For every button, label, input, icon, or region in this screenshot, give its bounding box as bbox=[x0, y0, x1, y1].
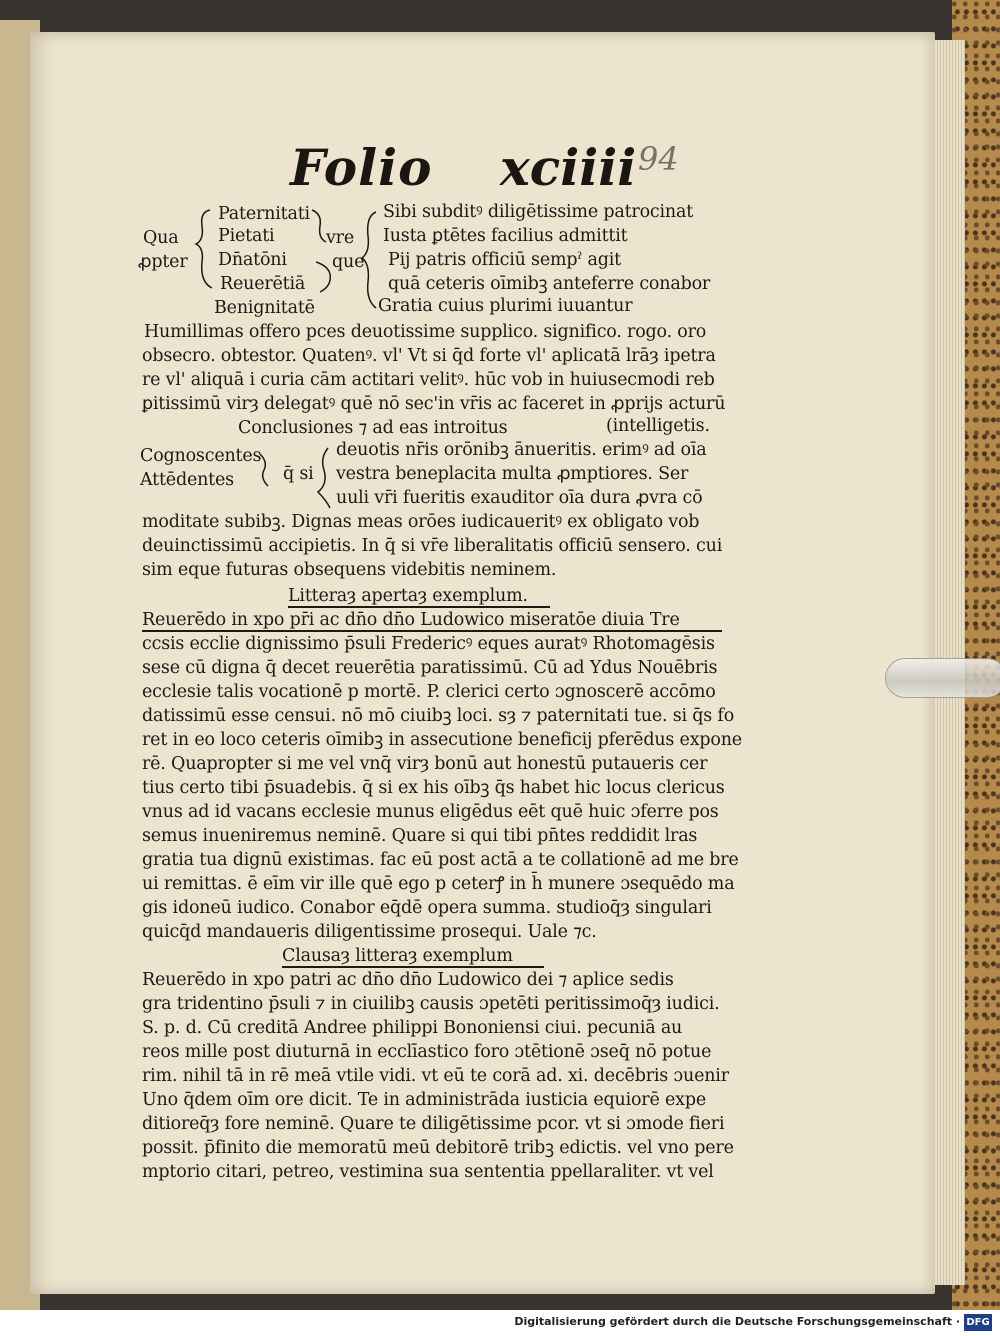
footer-bar bbox=[0, 1310, 1000, 1336]
heading-litterarum-apertarum: Litteraȝ apertaȝ exemplum. bbox=[288, 586, 528, 606]
intelligetis-word: (intelligetis. bbox=[606, 416, 710, 436]
letter1-underline bbox=[142, 630, 722, 632]
line-2-col1: Pietati bbox=[218, 226, 275, 246]
footer-credit: Digitalisierung gefördert durch die Deutsche Forschungsgemeinschaft · bbox=[514, 1315, 960, 1328]
letter1-line-2: ccsis ecclie dignissimo p̄suli Fredericꝰ eques auratꝰ Rhotomagēsis bbox=[142, 634, 715, 654]
cognoscentes-word: Cognoscentes bbox=[140, 446, 262, 466]
line-7-col2: vestra beneplacita multa ꝓmptiores. Ser bbox=[336, 464, 689, 484]
line-5-col1: Benignitatē bbox=[214, 298, 315, 318]
vre-brace bbox=[312, 210, 326, 242]
letter1-line-4: ecclesie talis vocationē p mortē. P. clerici certo ɔgnoscerē accōmo bbox=[142, 682, 716, 702]
para2-line-3: sim eque futuras obsequens videbitis neminem. bbox=[142, 560, 557, 580]
letter1-line-5: datissimū esse censui. nō mō ciuibꝫ loci. sȝ ⁊ paternitati tue. si q̄s fo bbox=[142, 706, 735, 726]
letter1-line-11: gratia tua dignū existimas. fac eū post actā a te collationē ad me bre bbox=[142, 850, 739, 870]
line-2-vre: vre bbox=[326, 228, 355, 248]
dfg-logo: DFG bbox=[964, 1314, 992, 1331]
q-si-word: q̄ si bbox=[283, 464, 314, 484]
letter2-line-4: reos mille post diuturnā in ecclīastico foro ɔtētionē ɔseq̄ nō potue bbox=[142, 1042, 712, 1062]
si-brace bbox=[318, 448, 330, 508]
letter2-line-5: rim. nihil tā in rē meā vtile vidi. vt eū te corā ad. xi. decēbris ɔuenir bbox=[142, 1066, 729, 1086]
para2-line-1: moditate subibꝫ. Dignas meas orōes iudicaueritꝰ ex obligato vob bbox=[142, 512, 700, 532]
letter1-line-7: rē. Quapropter si me vel vnq̄ virȝ bonū aut honestū putaueris cer bbox=[142, 754, 708, 774]
letter1-line-14: quicq̄d mandaueris diligentissime prosequi. Uale ⁊c. bbox=[142, 922, 597, 942]
line-2-col2: Iusta ꝑtētes facilius admittit bbox=[383, 226, 628, 246]
line-6-col2: deuotis nr̄is orōnibꝫ ānueritis. erimꝰ ad oīa bbox=[336, 440, 707, 460]
para-line-3: re vl' aliquā i curia cām actitari velitꝰ. hūc vob in huiusecmodi reb bbox=[142, 370, 715, 390]
folio-number: xciiii bbox=[500, 138, 637, 197]
letter1-line-8: tius certo tibi p̄suadebis. q̄ si ex his oībꝫ q̄s habet hic locus clericus bbox=[142, 778, 725, 798]
line-3-que: que bbox=[332, 252, 365, 272]
para-line-1: Humillimas offero pces deuotissime supplico. significo. rogo. oro bbox=[144, 322, 707, 342]
letter1-line-12: ui remittas. ē eīm vir ille quē ego p ceterꝭ in h̄ munere ɔsequēdo ma bbox=[142, 874, 735, 894]
heading-litterarum-clausarum: Clausaȝ litteraȝ exemplum bbox=[282, 946, 513, 966]
letter1-line-6: ret in eo loco ceteris oīmibꝫ in assecutione beneficij pferēdus expone bbox=[142, 730, 742, 750]
line-3-col2: Pij patris officiū sempˀ agit bbox=[388, 250, 621, 270]
line-4-col1: Reuerētiā bbox=[220, 274, 306, 294]
letter2-line-2: gra tridentino p̄suli ⁊ in ciuilibꝫ causis ɔpetēti peritissimoq̄ȝ iudici. bbox=[142, 994, 720, 1014]
letter2-line-3: S. p. d. Cū creditā Andree philippi Bononiensi ciui. pecuniā au bbox=[142, 1018, 683, 1038]
letter1-line-3: sese cū digna q̄ decet reuerētia paratissimū. Cū ad Ydus Nouēbris bbox=[142, 658, 718, 678]
line-5-col2: Gratia cuius plurimi iuuantur bbox=[378, 296, 633, 316]
heading-underline-1 bbox=[288, 606, 550, 608]
letter2-line-6: Uno q̄dem oīm ore dicit. Te in administrāda iusticia equiorē expe bbox=[142, 1090, 706, 1110]
conclusiones-heading: Conclusiones ⁊ ad eas introitus bbox=[238, 418, 508, 438]
heading-underline-2 bbox=[282, 966, 544, 968]
left-brace bbox=[196, 210, 212, 288]
handwritten-page-number: 94 bbox=[638, 140, 679, 178]
line-1-col1: Paternitati bbox=[218, 204, 310, 224]
letter2-line-8: possit. p̄finito die memoratū meū debitorē tribꝫ edictis. vel vno pere bbox=[142, 1138, 734, 1158]
line-1-col2: Sibi subditꝰ diligētissime patrocinat bbox=[383, 202, 694, 222]
para2-line-2: deuinctissimū accipietis. In q̄ si vr̄e liberalitatis officiū sensero. cui bbox=[142, 536, 723, 556]
letter2-line-7: ditioreq̄ȝ fore neminē. Quare te diligētissime pcor. vt si ɔmode fieri bbox=[142, 1114, 725, 1134]
letter2-line-1: Reuerēdo in xpo patri ac dn̄o dn̄o Ludowico dei ⁊ aplice sedis bbox=[142, 970, 674, 990]
letter2-line-9: mptorio citari, petreo, vestimina sua sententia ppellaraliter. vt vel bbox=[142, 1162, 714, 1182]
letter1-line-10: semus inueniremus neminē. Quare si qui tibi pn̄tes reddidit lras bbox=[142, 826, 698, 846]
line-2-col0: Qua bbox=[143, 228, 179, 248]
letter1-line-1: Reuerēdo in xpo pr̄i ac dn̄o dn̄o Ludowico miseratōe diuia Tre bbox=[142, 610, 680, 630]
letter1-line-13: gis idoneū iudico. Conabor eq̄dē opera summa. studioq̄ȝ singulari bbox=[142, 898, 712, 918]
line-8-col2: uuli vr̄i fueritis exauditor oīa dura ꝓvra cō bbox=[336, 488, 703, 508]
folio-label: Folio bbox=[290, 138, 433, 197]
para-line-4: ꝑitissimū virȝ delegatꝰ quē nō sec'in vr̄is ac faceret in ꝓprijs acturū bbox=[142, 394, 726, 414]
line-3-col0: ꝓpter bbox=[138, 252, 188, 272]
para-line-2: obsecro. obtestor. Quatenꝰ. vl' Vt si q̄d forte vl' aplicatā lrāȝ ipetra bbox=[142, 346, 716, 366]
line-4-col2: quā ceteris oīmibꝫ anteferre conabor bbox=[388, 274, 711, 294]
letter1-line-9: vnus ad id vacans ecclesie munus eligēdus eēt quē huic ɔferre pos bbox=[142, 802, 719, 822]
page-holder-clip bbox=[885, 658, 1000, 698]
que-brace bbox=[316, 262, 330, 292]
line-3-col1: Dn̄atōni bbox=[218, 250, 287, 270]
folio-header bbox=[290, 138, 720, 198]
attendentes-word: Attēdentes bbox=[140, 470, 234, 490]
